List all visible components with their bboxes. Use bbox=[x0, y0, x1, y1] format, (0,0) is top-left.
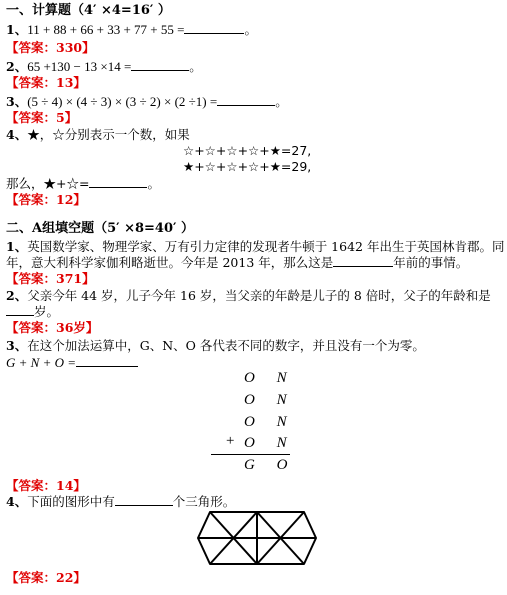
q-text: 父亲今年 44 岁，儿子今年 16 岁，当父亲的年龄是儿子的 8 倍时，父子的年龄和是 bbox=[27, 288, 491, 303]
q1-4-line bbox=[6, 127, 190, 143]
q-text-end: 年前的事情。 bbox=[393, 255, 469, 270]
equation-2: ★+☆+☆+☆+★=29, bbox=[183, 159, 312, 174]
q2-2-line2 bbox=[6, 304, 59, 320]
addition-row-2: O N bbox=[244, 392, 291, 408]
section1-title: 一、计算题（4′ ×4=16′ ） bbox=[6, 3, 171, 18]
answer-2-1: 【答案：371】 bbox=[6, 271, 95, 286]
q-number: 1、 bbox=[6, 22, 28, 37]
q-number: 3、 bbox=[6, 338, 28, 353]
q2-2-line1 bbox=[6, 288, 491, 304]
q-text-end: 岁。 bbox=[34, 304, 60, 319]
answer-blank bbox=[6, 304, 34, 316]
q-expression: G + N + O = bbox=[6, 355, 77, 370]
answer-blank bbox=[115, 494, 173, 506]
q-end: 。 bbox=[189, 59, 202, 74]
addition-result: G O bbox=[244, 457, 292, 473]
q-end: 。 bbox=[275, 94, 288, 109]
q-text: 年，意大利科学家伽利略逝世。今年是 2013 年，那么这是 bbox=[6, 255, 334, 270]
plus-sign: + bbox=[226, 433, 235, 449]
answer-blank bbox=[131, 59, 189, 71]
q-expression: 11 + 88 + 66 + 33 + 77 + 55 = bbox=[27, 22, 185, 37]
q-text-end: 个三角形。 bbox=[172, 494, 236, 509]
q-number: 1、 bbox=[6, 239, 28, 254]
addition-row-4: O N bbox=[244, 435, 291, 451]
answer-blank bbox=[89, 176, 147, 188]
answer-blank bbox=[76, 355, 138, 367]
q-question: 那么，★+☆= bbox=[6, 176, 90, 191]
q2-4-line bbox=[6, 494, 235, 510]
answer-2-3: 【答案：14】 bbox=[6, 478, 86, 493]
q2-1-line1 bbox=[6, 239, 504, 255]
equation-1: ☆+☆+☆+☆+★=27, bbox=[183, 143, 312, 158]
answer-2-4: 【答案：22】 bbox=[6, 570, 86, 585]
q2-3-expr-line bbox=[6, 355, 138, 371]
answer-1-4: 【答案：12】 bbox=[6, 192, 86, 207]
q-text: 下面的图形中有 bbox=[27, 494, 115, 509]
q-end: 。 bbox=[244, 22, 257, 37]
q-text: 英国数学家、物理学家、万有引力定律的发现者牛顿于 1642 年出生于英国林肯郡。同 bbox=[27, 239, 505, 254]
answer-2-2: 【答案：36岁】 bbox=[6, 320, 99, 335]
q-text: 在这个加法运算中，G、N、O 各代表不同的数字，并且没有一个为零。 bbox=[27, 338, 425, 353]
q1-4-question-line bbox=[6, 176, 160, 192]
sum-line bbox=[211, 454, 290, 455]
addition-row-1: O N bbox=[244, 370, 291, 386]
section2-title: 二、A组填空题（5′ ×8=40′ ） bbox=[6, 221, 194, 236]
q-number: 4、 bbox=[6, 127, 28, 142]
q-end: 。 bbox=[147, 176, 160, 191]
triangle-figure bbox=[196, 510, 318, 566]
q-number: 2、 bbox=[6, 288, 28, 303]
q1-2-line bbox=[6, 59, 202, 75]
q-number: 4、 bbox=[6, 494, 28, 509]
q2-3-line bbox=[6, 338, 425, 354]
answer-1-3: 【答案：5】 bbox=[6, 110, 78, 125]
q2-1-line2 bbox=[6, 255, 468, 271]
q-intro: ★，☆分别表示一个数，如果 bbox=[27, 127, 190, 142]
q1-3-line bbox=[6, 94, 288, 110]
q-number: 3、 bbox=[6, 94, 28, 109]
q-expression: 65 +130 − 13 ×14 = bbox=[27, 59, 132, 74]
q-number: 2、 bbox=[6, 59, 28, 74]
answer-blank bbox=[217, 94, 275, 106]
q1-1-line bbox=[6, 22, 257, 38]
answer-1-2: 【答案：13】 bbox=[6, 75, 86, 90]
answer-1-1: 【答案：330】 bbox=[6, 40, 95, 55]
q-expression: (5 ÷ 4) × (4 ÷ 3) × (3 ÷ 2) × (2 ÷1) = bbox=[27, 94, 218, 109]
answer-blank bbox=[184, 22, 244, 34]
answer-blank bbox=[333, 255, 393, 267]
addition-row-3: O N bbox=[244, 414, 291, 430]
